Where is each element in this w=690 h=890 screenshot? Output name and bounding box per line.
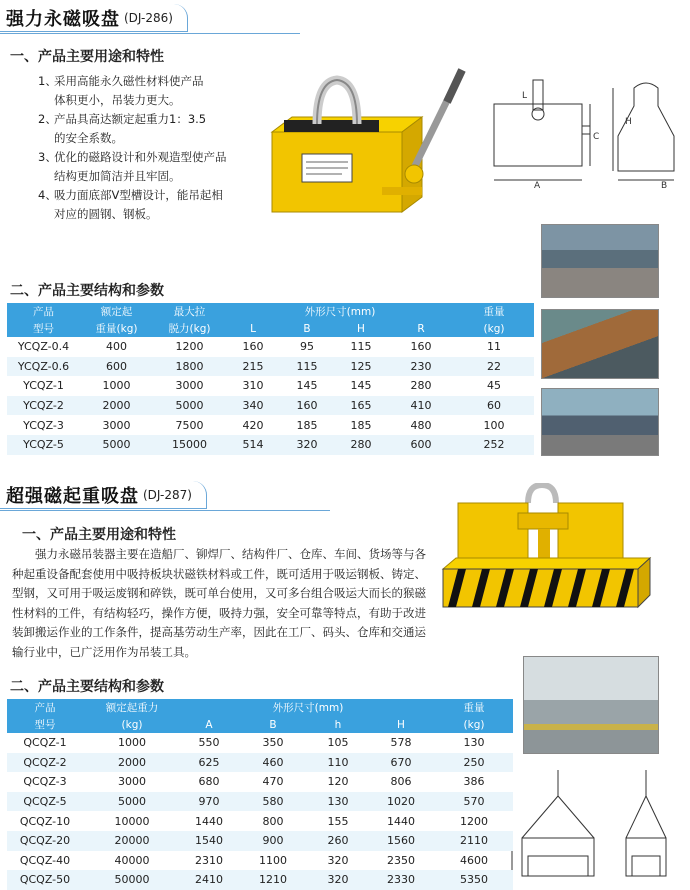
table-row	[7, 435, 534, 455]
th-b: B	[237, 716, 309, 733]
table-row	[7, 396, 534, 416]
table-cell: 145	[350, 379, 372, 393]
table-row	[7, 337, 534, 357]
table-cell: 1540	[181, 831, 237, 851]
th-weight-unit: (kg)	[435, 716, 513, 733]
th-l: L	[226, 320, 280, 337]
section1-model: (DJ-286)	[124, 10, 173, 25]
table-cell: 1000	[102, 379, 131, 393]
feature-num: 2、	[38, 112, 57, 126]
table-cell: 1210	[237, 870, 309, 890]
table-cell: 95	[300, 340, 314, 354]
table-cell: 350	[262, 736, 284, 750]
section2-model: (DJ-287)	[143, 487, 192, 502]
table-cell: 11	[487, 340, 501, 354]
table-cell: 3000	[175, 379, 204, 393]
table-cell: 514	[226, 435, 280, 455]
table-cell: 600	[80, 357, 153, 377]
feature-item	[38, 148, 253, 186]
th-h-small: h	[309, 716, 367, 733]
table-cell: 1200	[175, 340, 204, 354]
table-cell: 60	[454, 396, 534, 416]
table-cell: 625	[181, 753, 237, 773]
section1-spec-table	[7, 303, 534, 455]
table-cell: QCQZ-2	[7, 753, 83, 773]
table-cell: 970	[181, 792, 237, 812]
th-model: 型号	[7, 320, 80, 337]
table-cell: 320	[327, 853, 349, 867]
table-cell: 185	[350, 418, 372, 432]
table-cell: YCQZ-2	[7, 396, 80, 416]
table-cell: 680	[198, 775, 220, 789]
table-cell: 2310	[195, 853, 223, 867]
th-product: 产品	[7, 699, 83, 716]
magnet-lifter-photo	[262, 62, 482, 232]
table-cell: 160	[410, 340, 432, 354]
table-cell: QCQZ-3	[23, 775, 67, 789]
table-cell: 670	[367, 753, 435, 773]
section1-heading-params: 二、产品主要结构和参数	[10, 283, 164, 299]
table-cell: 2350	[387, 853, 415, 867]
heavy-lifter-photo	[438, 483, 658, 623]
table-cell: 50000	[83, 870, 181, 890]
feature-line: 优化的磁路设计和外观造型使产品	[54, 150, 227, 164]
section1-feature-list	[38, 72, 253, 224]
table-cell: 280	[334, 435, 388, 455]
table-cell: QCQZ-5	[7, 792, 83, 812]
table-cell: 165	[334, 396, 388, 416]
section2-heading-params: 二、产品主要结构和参数	[10, 679, 164, 695]
section1-heading-usage: 一、产品主要用途和特性	[10, 49, 164, 65]
th-model: 型号	[7, 716, 83, 733]
th-weight: 重量	[454, 303, 534, 320]
table-cell: 400	[106, 340, 127, 354]
table-cell: 1020	[367, 792, 435, 812]
feature-item	[38, 186, 253, 224]
table-cell: 45	[487, 379, 501, 393]
feature-item	[38, 110, 253, 148]
table-row	[7, 733, 513, 753]
table-cell: QCQZ-50	[7, 870, 83, 890]
feature-num: 3、	[38, 150, 57, 164]
table-cell: QCQZ-1	[23, 736, 67, 750]
table-cell: 5350	[435, 870, 513, 890]
th-dimensions: 外形尺寸(mm)	[226, 303, 454, 320]
table-cell: 310	[242, 379, 264, 393]
table-cell: 1000	[118, 736, 146, 750]
table-cell: 386	[463, 775, 485, 789]
th-rated: 额定起重力	[83, 699, 181, 716]
th-rated: 额定起	[80, 303, 153, 320]
table-cell: 115	[280, 357, 334, 377]
table-cell: QCQZ-20	[7, 831, 83, 851]
dim-label-b: B	[661, 181, 668, 191]
th-r: R	[388, 320, 454, 337]
th-dimensions: 外形尺寸(mm)	[181, 699, 435, 716]
table-cell: 340	[226, 396, 280, 416]
factory-photo-3	[541, 388, 659, 456]
table-cell: QCQZ-10	[19, 814, 71, 828]
th-b: B	[280, 320, 334, 337]
table-cell: 1200	[460, 814, 488, 828]
table-cell: 2110	[435, 831, 513, 851]
table-row	[7, 851, 513, 871]
table-cell: 110	[309, 753, 367, 773]
table-cell: 260	[309, 831, 367, 851]
table-cell: 5000	[153, 396, 226, 416]
table-cell: 1440	[195, 814, 223, 828]
table-cell: YCQZ-0.6	[7, 357, 80, 377]
table-cell: 480	[410, 418, 432, 432]
table-cell: 320	[309, 870, 367, 890]
table-cell: 2000	[83, 753, 181, 773]
th-h: H	[367, 716, 435, 733]
factory-photo-2	[541, 309, 659, 379]
table-cell: 600	[388, 435, 454, 455]
table-cell: 15000	[153, 435, 226, 455]
table-cell: 185	[296, 418, 318, 432]
feature-num: 1、	[38, 74, 57, 88]
table-cell: 280	[410, 379, 432, 393]
table-cell: 5000	[83, 792, 181, 812]
table-cell: 3000	[102, 418, 131, 432]
lifter-front-drawing	[508, 768, 608, 882]
dim-label-l: L	[522, 91, 528, 101]
dim-label-h: H	[625, 117, 632, 127]
table-cell: 115	[350, 340, 372, 354]
section2-heading-usage: 一、产品主要用途和特性	[22, 527, 176, 543]
table-cell: 2000	[80, 396, 153, 416]
table-cell: YCQZ-1	[23, 379, 64, 393]
th-max-unit: 脱力(kg)	[153, 320, 226, 337]
th-weight-unit: (kg)	[454, 320, 534, 337]
table-cell: 145	[296, 379, 318, 393]
th-max: 最大拉	[153, 303, 226, 320]
section2-description: 强力永磁吊装器主要在造船厂、铆焊厂、结构件厂、仓库、车间、货场等与各种起重设备配套使用中吸持板块状磁铁材料或工件，既可适用于吸运钢板、铸定、型钢，又可用于吸运废钢和碎铁，既可单台使用，又可多台组合吸运大而长的猴磁性材料的工件，有结构轻巧，操作方便，吸持力强，安全可靠等特点，有助于改进装卸搬运作业的工作条件，提高基劳动生产率，因此在工厂、码头、仓库和交通运输行业中，已广泛用作为吊装工具。	[12, 547, 426, 659]
feature-line: 产品具高达额定起重力1：3.5	[54, 112, 207, 126]
table-cell: 252	[454, 435, 534, 455]
th-rated-unit: 重量(kg)	[80, 320, 153, 337]
table-cell: 2330	[367, 870, 435, 890]
table-cell: YCQZ-3	[23, 418, 64, 432]
table-cell: 160	[280, 396, 334, 416]
table-cell: 900	[237, 831, 309, 851]
feature-line: 结构更加简洁并且牢固。	[54, 169, 181, 183]
feature-line: 吸力面底部V型槽设计，能吊起相	[54, 188, 223, 202]
table-cell: 120	[327, 775, 349, 789]
feature-line: 对应的圆钢、钢板。	[54, 207, 158, 221]
table-cell: 7500	[175, 418, 204, 432]
table-cell: 22	[454, 357, 534, 377]
table-cell: 3000	[118, 775, 146, 789]
lifter-side-drawing	[616, 768, 676, 882]
table-row	[7, 357, 534, 377]
feature-num: 4、	[38, 188, 57, 202]
table-row	[7, 811, 513, 831]
table-cell: 420	[242, 418, 264, 432]
feature-item	[38, 72, 253, 110]
table-cell: 130	[463, 736, 485, 750]
table-cell: 130	[309, 792, 367, 812]
th-a: A	[181, 716, 237, 733]
table-cell: 570	[435, 792, 513, 812]
feature-line: 采用高能永久磁性材料使产品	[54, 74, 204, 88]
table-cell: 578	[390, 736, 412, 750]
table-row	[7, 415, 534, 435]
table-cell: 580	[237, 792, 309, 812]
table-cell: 5000	[80, 435, 153, 455]
table-cell: 1560	[367, 831, 435, 851]
th-h: H	[334, 320, 388, 337]
table-cell: 20000	[83, 831, 181, 851]
table-row	[7, 772, 513, 792]
table-cell: 40000	[114, 853, 150, 867]
factory-photo-1	[541, 224, 659, 298]
dim-label-c: C	[593, 132, 600, 142]
section2-title-bar	[0, 481, 330, 511]
table-cell: 460	[237, 753, 309, 773]
table-row	[7, 870, 513, 890]
section2-title-pill	[0, 481, 207, 509]
table-cell: 105	[327, 736, 349, 750]
table-cell: 125	[334, 357, 388, 377]
table-cell: 155	[327, 814, 349, 828]
feature-line: 的安全系数。	[54, 131, 123, 145]
table-cell: 250	[435, 753, 513, 773]
th-rated-unit: (kg)	[83, 716, 181, 733]
table-cell: 230	[388, 357, 454, 377]
workshop-photo	[523, 656, 659, 754]
table-cell: 4600	[460, 853, 488, 867]
table-cell: 550	[198, 736, 220, 750]
table-row	[7, 753, 513, 773]
th-weight: 重量	[435, 699, 513, 716]
table-cell: 320	[280, 435, 334, 455]
dim-label-a: A	[534, 181, 541, 191]
table-row	[7, 792, 513, 812]
section1-title-bar	[0, 4, 300, 34]
table-cell: 410	[388, 396, 454, 416]
table-row	[7, 831, 513, 851]
th-product: 产品	[7, 303, 80, 320]
table-row	[7, 376, 534, 396]
section2-title: 超强磁起重吸盘	[6, 485, 139, 507]
lifter-dimension-drawing	[486, 76, 686, 194]
table-cell: 470	[262, 775, 284, 789]
section1-title-pill	[0, 4, 188, 32]
table-cell: 160	[242, 340, 264, 354]
table-cell: 806	[390, 775, 412, 789]
feature-line: 体积更小，吊装力更大。	[54, 93, 181, 107]
section1-title: 强力永磁吸盘	[6, 8, 120, 30]
table-cell: YCQZ-0.4	[17, 340, 70, 354]
table-cell: 10000	[114, 814, 150, 828]
table-cell: 215	[226, 357, 280, 377]
table-cell: QCQZ-40	[19, 853, 71, 867]
table-cell: 1440	[387, 814, 415, 828]
table-cell: 800	[262, 814, 284, 828]
table-cell: 1800	[153, 357, 226, 377]
section2-spec-table	[7, 699, 513, 890]
table-cell: YCQZ-5	[7, 435, 80, 455]
table-cell: 1100	[259, 853, 287, 867]
table-cell: 2410	[181, 870, 237, 890]
table-cell: 100	[483, 418, 505, 432]
